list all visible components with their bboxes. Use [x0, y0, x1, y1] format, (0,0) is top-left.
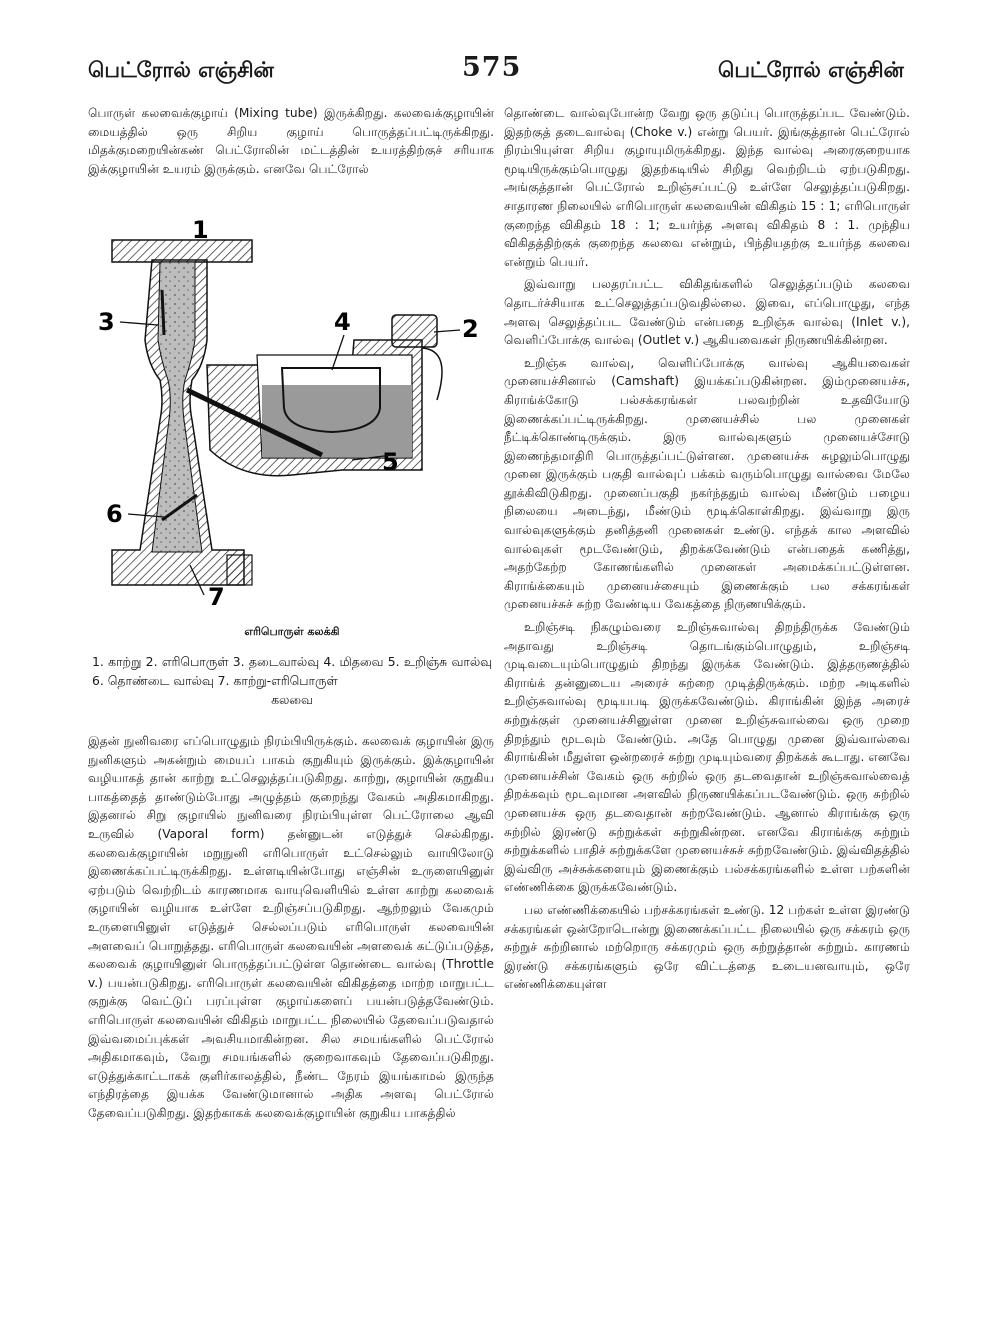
- right-column-text: [504, 104, 910, 1316]
- diagram-label-4: 4: [334, 308, 351, 336]
- figure-caption: எரிபொருள் கலக்கி: [244, 625, 340, 638]
- diagram-label-1: 1: [192, 220, 209, 244]
- figure-legend: [92, 652, 492, 709]
- diagram-label-2: 2: [462, 315, 479, 343]
- page-number: 575: [462, 52, 522, 83]
- figure-legend-text: 1. காற்று 2. எரிபொருள் 3. தடைவால்வு 4. மிதவை 5. உறிஞ்சு வால்வு 6. தொண்டை வால்வு 7. காற்று-எரிபொருள்: [92, 654, 492, 688]
- top-flange: [112, 240, 252, 262]
- page-header: [0, 0, 987, 90]
- figure-legend-last-line: கலவை: [271, 692, 313, 707]
- fuel-level: [262, 385, 412, 457]
- diagram-label-3: 3: [98, 308, 115, 336]
- running-head-right: பெட்ரோல் எஞ்சின்: [718, 58, 904, 82]
- paragraph: பல எண்ணிக்கையில் பற்சக்கரங்கள் உண்டு. 12 பற்கள் உள்ள இரண்டு சக்கரங்கள் ஒன்றோடொன்று இணைக்கப்பட்ட நிலையில் ஒரு சக்கரம் ஒரு சுற்றுச் சுற்றினால் மற்றொரு சக்கரமும் ஒரு சுற்றுத்தான் சுற்றும். காரணம் இரண்டு சக்கரங்களும் ஒரே விட்டத்தை உடையனவாயும், ஒரே எண்ணிக்கையுள்ள: [504, 902, 910, 992]
- paragraph: உறிஞ்சு வால்வு, வெளிப்போக்கு வால்வு ஆகியவைகள் முனையச்சினால் (Camshaft) இயக்கப்படுகின்றன. இம்முனையச்சு, கிராங்க்கோடு பல்சக்கரங்கள் பலவற்றின் உதவியோடு இணைக்கப்பட்டிருக்கிறது. முனையச்சில் பல முனைகள் நீட்டிக்கொண்டிருக்கும். இரு வால்வுகளும் முனையச்சோடு இணைந்தமாதிரி பொருத்தப்பட்டுள்ளன. முனையச்சு சுழலும்பொழுது முனை இருக்கும் பகுதி வால்வுப் பக்கம் வரும்பொழுது வால்வை மேலே தூக்கிவிடுகிறது. முனைப்பகுதி நகர்ந்ததும் வால்வு மீண்டும் பழைய நிலையை அடைந்து, மீண்டும் மூடிக்கொள்கிறது. இவ்வாறு இரு வால்வுகளுக்கும் தனித்தனி முனைகள் உண்டு. எந்தக் கால அளவில் வால்வுகள் மூடவேண்டும், திறக்கவேண்டும் என்பதைக் கணித்து, அதற்கேற்ற கோணங்களில் முனைகள் அமைக்கப்பட்டுள்ளன. கிராங்க்கையும் முனையச்சையும் இணைக்கும் பல சக்கரங்கள் முனையச்சுச் சுற்ற வேண்டிய வேகத்தை நிருணயிக்கும்.: [504, 355, 910, 612]
- inlet-link: [422, 348, 442, 400]
- carburetor-drawing: [92, 220, 492, 630]
- fuel-inlet-fitting: [392, 315, 437, 347]
- paragraph: தொண்டை வால்வுபோன்ற வேறு ஒரு தடுப்பு பொருத்தப்பட வேண்டும். இதற்குத் தடைவால்வு (Choke v.) என்று பெயர். இங்குத்தான் பெட்ரோல் நிரம்பியுள்ள சிறிய குழாயுமிருக்கிறது. இந்த வால்வு அரைகுறையாக மூடியிருக்கும்பொழுது இதற்கடியில் சிறிது வெற்றிடம் ஏற்படுகிறது. அங்குத்தான் பெட்ரோல் உறிஞ்சப்பட்டு உள்ளே செலுத்தப்படுகிறது. சாதாரண நிலையில் எரிபொருள் கலவையின் விகிதம் 15 : 1; எரிபொருள் குறைந்த விகிதம் 18 : 1; உயர்ந்த அளவு விகிதம் 8 : 1. முந்திய விகிதத்திற்குக் குறைந்த கலவை என்றும், பிந்தியதற்கு உயர்ந்த கலவை என்றும் பெயர்.: [504, 106, 910, 269]
- diagram-label-5: 5: [382, 448, 399, 476]
- carburetor-diagram: [92, 220, 492, 640]
- left-column-bottom-text: [88, 732, 494, 1317]
- running-head-left: பெட்ரோல் எஞ்சின்: [88, 58, 274, 82]
- paragraph: உறிஞ்சடி நிகழும்வரை உறிஞ்சுவால்வு திறந்திருக்க வேண்டும் அதாவது உறிஞ்சடி தொடங்கும்பொழுதும், உறிஞ்சடி முடிவடையும்பொழுதும் திறந்து இருக்க வேண்டும். இத்தருணத்தில் கிராங்க் தன்னுடைய அரைச் சுற்றை முடித்திருக்கும். மற்ற அடிகளில் உறிஞ்சுவால்வு மூடியபடி இருக்கவேண்டும். கிராங்கின் இந்த அரைச் சுற்றுக்குள் முனையச்சினுள்ள முனை உறிஞ்சுவால்வை ஒரு முறை திறந்தும் மூடவும் வேண்டும். அதே பொழுது முனை இவ்வால்வை கிராங்கின் மீதுள்ள ஒன்றரைச் சுற்று முடியும்வரை திறக்கக் கூடாது. எனவே முனையச்சின் வேகம் ஒரு சுற்றில் ஒரு தடவைதான் உறிஞ்சுவால்வைத் திறக்கவும் மூடவுமான அளவில் நிருணயிக்கப்படவேண்டும். ஒரு சுற்றில் முனையச்சு ஒரு தடவைதான் சுற்றவேண்டும். ஆனால் கிராங்க்கு ஒரு சுற்றில் இரண்டு சுற்றுக்கள் சுற்றுகின்றன. எனவே கிராங்க்கு சுற்றும் சுற்றுக்களில் பாதிச் சுற்றுக்களே முனையச்சுச் சுற்றவேண்டும். இவ்விதத்தில் இவ்விரு அச்சுக்களையும் இணைக்கும் பல்சக்கரங்களில் உள்ள பற்களின் எண்ணிக்கை இருக்கவேண்டும்.: [504, 620, 910, 895]
- paragraph: இவ்வாறு பலதரப்பட்ட விகிதங்களில் செலுத்தப்படும் கலவை தொடர்ச்சியாக உட்செலுத்தப்படுவதில்லை. இவை, எப்பொழுது, எந்த அளவு செலுத்தப்பட வேண்டும் என்பதை உறிஞ்சு வால்வு (Inlet v.), வெளிப்போக்கு வால்வு (Outlet v.) ஆகியவைகள் நிருணயிக்கின்றன.: [504, 277, 910, 348]
- diagram-label-7: 7: [208, 583, 225, 611]
- left-column-top-text: [88, 104, 494, 214]
- bottom-flange: [227, 555, 252, 585]
- choke-valve: [162, 290, 164, 335]
- paragraph: இதன் நுனிவரை எப்பொழுதும் நிரம்பியிருக்கும். கலவைக் குழாயின் இரு நுனிகளும் அகன்றும் மையப் பாகம் குறுகியும் இருக்கும். இக்குழாயின் வழியாகத் தான் காற்று உட்செலுத்தப்படுகிறது. காற்று, குழாயின் குறுகிய பாகத்தைத் தாண்டும்போது அழுத்தம் குறைந்து வேகம் அதிகமாகிறது. இதனால் சிறு குழாயில் நுனிவரை நிரம்பியுள்ள பெட்ரோலை ஆவி உருவில் (Vaporal form) தன்னுடன் எடுத்துச் செல்கிறது. கலவைக்குழாயின் மறுநுனி எரிபொருள் உட்செல்லும் வாயிலோடு இணைக்கப்பட்டிருக்கிறது. உள்ளடியின்போது எஞ்சின் உருளையினுள் ஏற்படும் வெற்றிடம் காரணமாக வாயுவெளியில் உள்ள காற்று கலவைக் குழாயின் வழியாக உள்ளே உறிஞ்சப்படுகிறது. ஆற்றலும் வேகமும் உருளையினுள் எடுத்துச் செல்லப்படும் எரிபொருள் கலவையின் அளவைப் பொறுத்தது. எரிபொருள் கலவையின் அளவைக் கட்டுப்படுத்த, கலவைக் குழாயினுள் பொருத்தப்பட்டுள்ள தொண்டை வால்வு (Throttle v.) பயன்படுகிறது. எரிபொருள் கலவையின் விகிதத்தை மாற்ற மாறுபட்ட குறுக்கு வெட்டுப் பரப்புள்ள குழாய்களைப் பயன்படுத்தவேண்டும். எரிபொருள் கலவையின் விகிதம் மாறுபட்ட நிலையில் தேவைப்படுவதால் இவ்வமைப்புக்கள் அவசியமாகின்றன. சில சமயங்களில் பெட்ரோல் அதிகமாகவும், வேறு சமயங்களில் குறைவாகவும் தேவைப்படுகிறது. எடுத்துக்காட்டாகக் குளிர்காலத்தில், நீண்ட நேரம் இயங்காமல் இருந்த எந்திரத்தை இயக்க வேண்டுமானால் அதிக அளவு பெட்ரோல் தேவைப்படுகிறது. இதற்காகக் கலவைக்குழாயின் குறுகிய பாகத்தில்: [88, 734, 494, 1120]
- diagram-label-6: 6: [106, 500, 123, 528]
- paragraph: பொருள் கலவைக்குழாய் (Mixing tube) இருக்கிறது. கலவைக்குழாயின் மையத்தில் ஒரு சிறிய குழாய் பொருத்தப்பட்டிருக்கிறது. மிதக்குமறையின்கண் பெட்ரோலின் மட்டத்தின் உயரத்திற்குச் சரியாக இக்குழாயின் உயரம் இருக்கும். எனவே பெட்ரோல்: [88, 106, 494, 176]
